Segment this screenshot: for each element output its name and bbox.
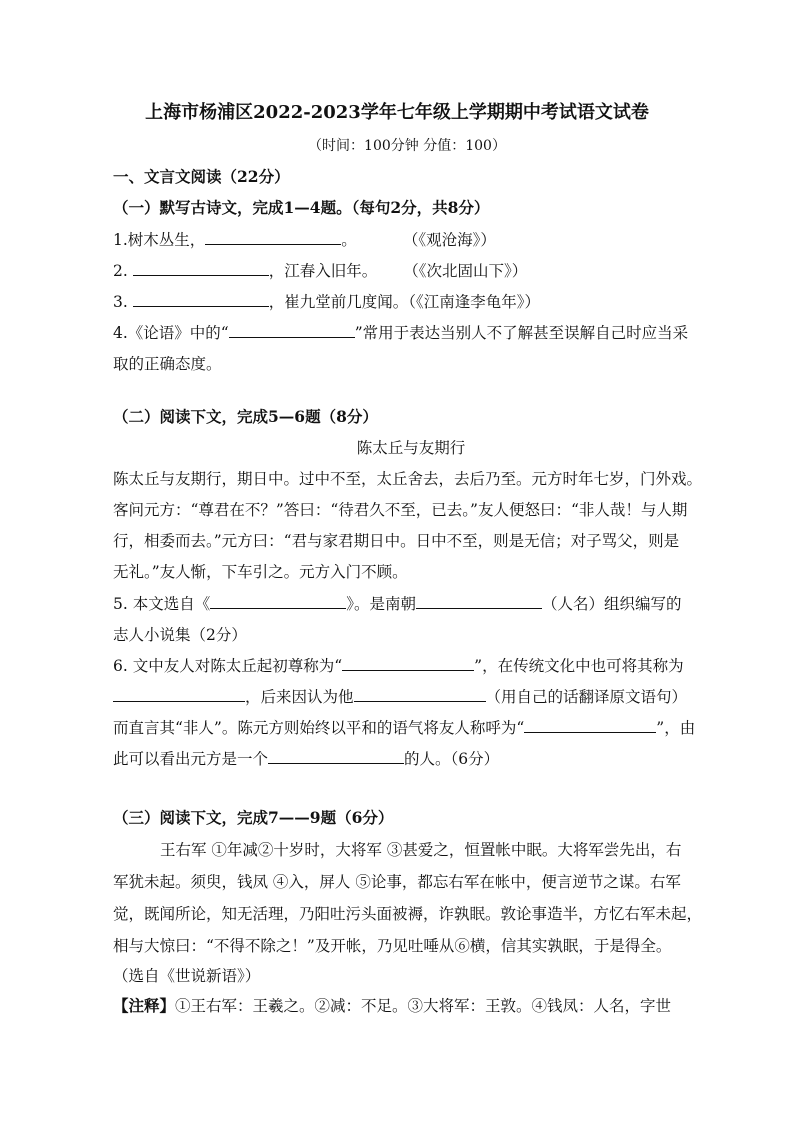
q2-answer-blank[interactable] [133,261,269,276]
passage-title: 陈太丘与友期行 [356,439,466,457]
q1-source: （《观沧海》） [402,231,496,249]
question-6-line4 [113,749,499,769]
q6-blank-4[interactable] [524,718,656,733]
q1-answer-blank[interactable] [205,230,341,245]
q6-text-2b: （用自己的话翻译原文语句） [485,688,688,706]
q6-blank-1[interactable] [342,656,474,671]
q4-suffix: ”常用于表达当别人不了解甚至误解自己时应当采 [354,324,689,342]
q6-text-4a: 此可以看出元方是一个 [113,750,269,768]
exam-title: 上海市杨浦区2022-2023学年七年级上学期期中考试语文试卷 [145,102,649,123]
section3-heading: （三）阅读下文，完成7——9题（6分） [113,808,394,827]
q4-answer-blank[interactable] [229,323,355,338]
q2-prefix: 2. [113,262,133,280]
passage-line-3: 行，相委而去。”元方曰：“君与家君期日中。日中不至，则是无信；对子骂父，则是 [113,532,680,550]
q5-book-blank[interactable] [210,594,346,609]
notes-line [113,996,671,1016]
q4-prefix: 4.《论语》中的“ [113,324,229,342]
q6-text-2a: ，后来因认为他 [245,688,354,706]
passage-line-1: 陈太丘与友期行，期日中。过中不至，太丘舍去，去后乃至。元方时年七岁，门外戏。 [113,470,703,488]
q3-answer-blank[interactable] [133,292,269,307]
q3-prefix: 3. [113,293,133,311]
q5-person-blank[interactable] [416,594,542,609]
q3-suffix: ，崔九堂前几度闻。 [268,293,409,311]
passage-line-2: 客问元方：“尊君在不？”答曰：“待君久不至，已去。”友人便怒曰：“非人哉！与人期 [113,501,688,519]
exam-subtitle: （时间：100分钟 分值：100） [308,138,506,154]
q6-text-1b: ”，在传统文化中也可将其称为 [474,657,684,675]
passage3-line-3: 觉，既闻所论，知无活理，乃阳吐污头面被褥，诈孰眠。敦论事造半，方忆右军未起， [113,905,703,923]
q5-part-c: （人名）组织编写的 [541,595,682,613]
q1-prefix: 1.树木丛生， [113,231,206,249]
q5-part-b: 》。是南朝 [346,595,416,613]
question-6-line2 [113,687,687,707]
q3-source: （《江南逢李龟年》） [408,293,540,311]
q6-text-3a: 而直言其“非人”。陈元方则始终以平和的语气将友人称呼为“ [113,719,525,737]
q6-text-3b: ”，由 [656,719,696,737]
question-3 [113,292,540,312]
q6-blank-2[interactable] [113,687,245,702]
passage3-line-2: 军犹未起。须臾，钱凤 ④入，屏人 ⑤论事，都忘右军在帐中，便言逆节之谋。右军 [113,873,681,891]
q2-source: （《次北固山下》） [403,262,528,280]
passage3-line-4: 相与大惊曰：“不得不除之！”及开帐，乃见吐唾从⑥横，信其实孰眠，于是得全。 [113,937,672,955]
passage3-source: （选自《世说新语》） [113,967,261,985]
notes-label: 【注释】 [113,996,176,1015]
question-6-line3 [113,718,695,738]
section2-heading: （二）阅读下文，完成5—6题（8分） [113,407,378,426]
question-4-line2: 取的正确态度。 [113,355,222,373]
question-5 [113,594,682,614]
q6-blank-5[interactable] [268,749,404,764]
question-6-line1 [113,656,684,676]
question-5-line2: 志人小说集（2分） [113,626,247,644]
q5-part-a: 5. 本文选自《 [113,595,211,613]
question-4 [113,323,688,343]
q6-text-4b: 的人。（6分） [404,750,500,768]
q6-text-1a: 6. 文中友人对陈太丘起初尊称为“ [113,657,343,675]
q6-blank-3[interactable] [354,687,486,702]
notes-text: ①王右军：王羲之。②减：不足。③大将军：王敦。④钱凤：人名，字世 [175,997,672,1015]
passage-line-4: 无礼。”友人惭，下车引之。元方入门不顾。 [113,563,408,581]
question-2 [113,261,527,281]
q2-suffix: ，江春入旧年。 [268,262,378,280]
section1-heading: （一）默写古诗文，完成1—4题。（每句2分，共8分） [113,198,490,217]
question-1 [113,230,496,250]
q1-suffix: 。 [341,231,357,249]
passage3-line-1: 王右军 ①年减②十岁时，大将军 ③甚爱之，恒置帐中眠。大将军尝先出，右 [160,841,682,859]
part-heading: 一、文言文阅读（22分） [113,167,290,186]
